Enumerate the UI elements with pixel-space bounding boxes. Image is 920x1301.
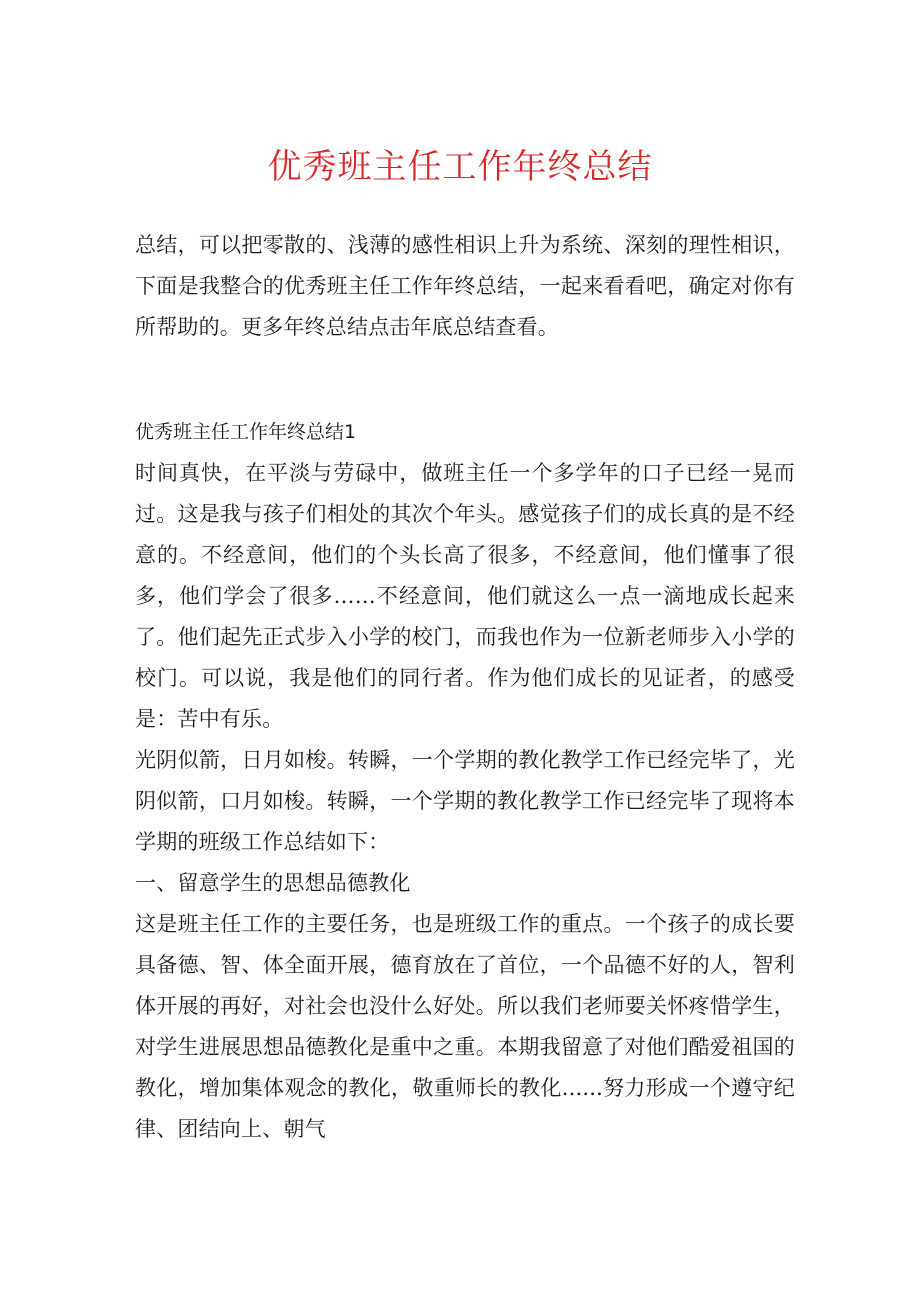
intro-paragraph: 总结，可以把零散的、浅薄的感性相识上升为系统、深刻的理性相识，下面是我整合的优秀班主任工作年终总结，一起来看看吧，确定对你有所帮助的。更多年终总结点击年底总结查看。 xyxy=(135,233,795,339)
body-paragraph: 时间真快，在平淡与劳碌中，做班主任一个多学年的口子已经一晃而过。这是我与孩子们相处的其次个年头。感觉孩子们的成长真的是不经意的。不经意间，他们的个头长高了很多，不经意间，他们懂事了很多，他们学会了很多……不经意间，他们就这么一点一滴地成长起来了。他们起先正式步入小学的校门，而我也作为一位新老师步入小学的校门。可以说，我是他们的同行者。作为他们成长的见证者，的感受是：苦中有乐。 xyxy=(135,461,795,731)
section-heading: 优秀班主任工作年终总结1 xyxy=(135,421,357,443)
document-body xyxy=(135,225,795,1150)
sub-heading: 一、留意学生的思想品德教化 xyxy=(135,871,411,895)
body-paragraph: 光阴似箭，日月如梭。转瞬，一个学期的教化教学工作已经完毕了，光阴似箭，口月如梭。转瞬，一个学期的教化教学工作已经完毕了现将本学期的班级工作总结如下： xyxy=(135,748,795,854)
document-title: 优秀班主任工作年终总结 xyxy=(267,147,653,187)
spacer xyxy=(135,348,795,412)
body-paragraph: 这是班主任工作的主要任务，也是班级工作的重点。一个孩子的成长要具备德、智、体全面开展，德育放在了首位，一个品德不好的人，智利体开展的再好，对社会也没什么好处。所以我们老师要关怀疼惜学生，对学生进展思想品德教化是重中之重。本期我留意了对他们酷爱祖国的教化，增加集体观念的教化，敬重师长的教化......努力形成一个遵守纪律、团结向上、朝气 xyxy=(135,912,795,1141)
